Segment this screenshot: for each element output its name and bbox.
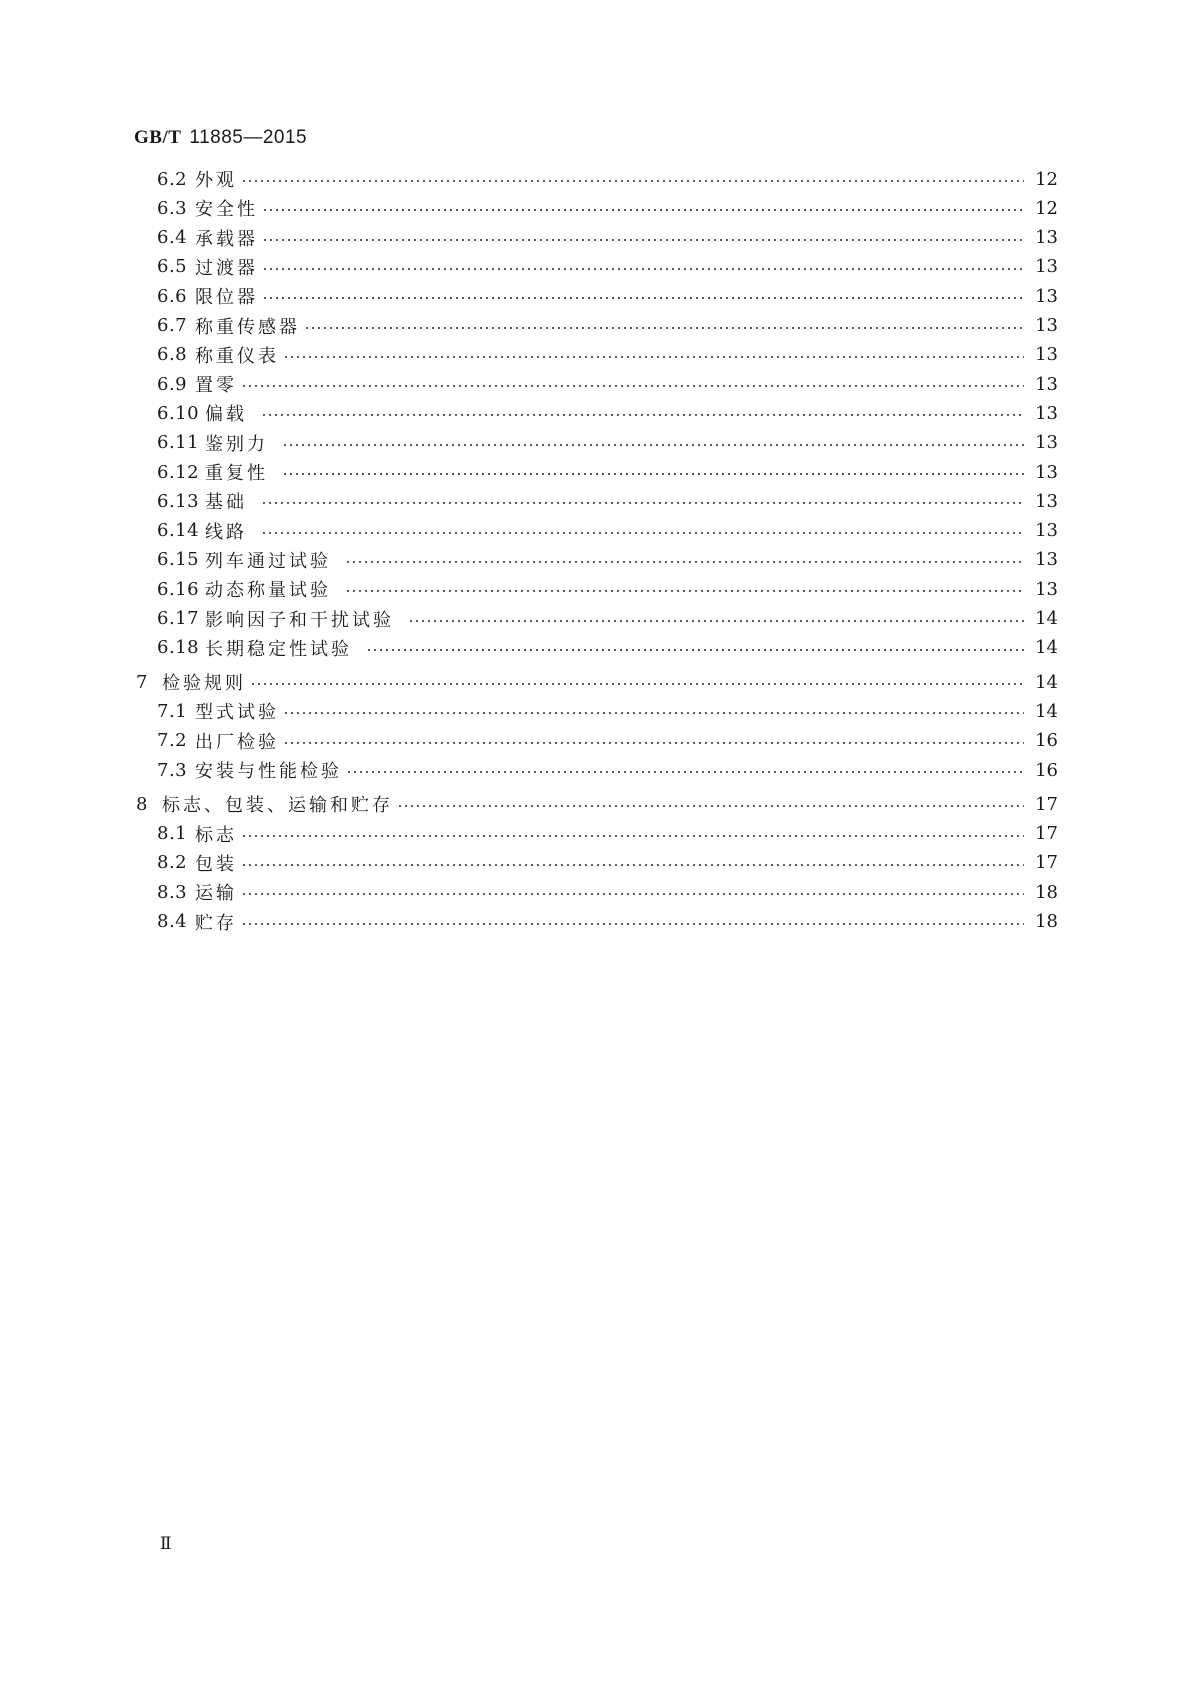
- toc-entry-number: 6.8: [157, 344, 188, 366]
- dot-leader: [346, 771, 1024, 773]
- toc-entry[interactable]: [157, 254, 1058, 280]
- toc-entry-page: 13: [1035, 256, 1058, 278]
- dot-leader: [261, 414, 1024, 416]
- dot-leader: [345, 561, 1024, 563]
- dot-leader: [241, 385, 1024, 387]
- toc-entry-page: 13: [1035, 432, 1058, 454]
- toc-entry-page: 18: [1035, 881, 1058, 903]
- dot-leader: [282, 444, 1024, 446]
- toc-entry-title: 贮存: [195, 912, 237, 934]
- toc-entry[interactable]: [157, 430, 1058, 456]
- toc-entry-page: 13: [1035, 373, 1058, 395]
- toc-entry-title: 称重仪表: [195, 345, 279, 367]
- toc-entry-page: 13: [1035, 549, 1058, 571]
- toc-entry-page: 16: [1035, 759, 1058, 781]
- toc-entry-title: 限位器: [195, 287, 258, 309]
- toc-entry-number: 6.4: [157, 227, 188, 249]
- dot-leader: [261, 532, 1024, 534]
- toc-entry-number: 7.1: [157, 700, 188, 722]
- standard-number: 11885—2015: [189, 127, 308, 148]
- toc-entry-number: 6.12: [157, 461, 200, 483]
- toc-entry-title: 出厂检验: [195, 731, 279, 753]
- toc-entry-page: 13: [1035, 578, 1058, 600]
- toc-entry-number: 7.3: [157, 759, 188, 781]
- toc-entry-number: 6.5: [157, 256, 188, 278]
- toc-entry-number: 6.13: [157, 490, 200, 512]
- toc-entry-page: 13: [1035, 227, 1058, 249]
- dot-leader: [282, 473, 1024, 475]
- toc-entry[interactable]: [157, 313, 1058, 339]
- dot-leader: [397, 805, 1024, 807]
- dot-leader: [262, 209, 1024, 211]
- toc-entry-title: 鉴别力: [205, 433, 268, 455]
- toc-entry-title: 列车通过试验: [205, 550, 331, 572]
- dot-leader: [241, 835, 1024, 837]
- toc-entry-title: 线路: [205, 521, 247, 543]
- toc-entry-title: 长期稳定性试验: [205, 638, 352, 660]
- toc-entry[interactable]: [157, 547, 1058, 573]
- toc-entry-title: 承载器: [195, 228, 258, 250]
- toc-entry[interactable]: [157, 757, 1058, 783]
- toc-entry-title: 外观: [195, 170, 237, 191]
- toc-entry-title: 过渡器: [195, 257, 258, 279]
- dot-leader: [241, 180, 1024, 182]
- toc-entry-number: 6.16: [157, 578, 200, 600]
- toc-entry[interactable]: [157, 728, 1058, 754]
- toc-entry-number: 8.1: [157, 823, 188, 845]
- toc-entry[interactable]: [136, 791, 1058, 817]
- toc-entry-title: 检验规则: [162, 673, 246, 695]
- toc-entry-page: 13: [1035, 315, 1058, 336]
- toc-entry-number: 6.18: [157, 637, 200, 659]
- toc-entry-title: 影响因子和干扰试验: [205, 609, 394, 631]
- toc-entry-title: 包装: [195, 853, 237, 875]
- dot-leader: [241, 893, 1024, 895]
- toc-entry-number: 6.2: [157, 168, 188, 190]
- dot-leader: [304, 327, 1024, 329]
- toc-entry-number: 7.2: [157, 730, 188, 752]
- toc-entry-page: 14: [1035, 608, 1058, 629]
- page-number: Ⅱ: [160, 1534, 172, 1554]
- toc-entry-title: 标志: [195, 824, 237, 846]
- toc-entry[interactable]: [157, 635, 1058, 661]
- dot-leader: [241, 864, 1024, 866]
- toc-entry-number: 6.3: [157, 197, 188, 219]
- dot-leader: [283, 712, 1024, 714]
- dot-leader: [262, 239, 1024, 241]
- dot-leader: [250, 683, 1024, 685]
- toc-entry-title: 偏载: [205, 404, 247, 426]
- toc-entry-number: 6.11: [157, 432, 200, 454]
- toc-entry[interactable]: [157, 459, 1058, 485]
- dot-leader: [283, 742, 1024, 744]
- toc-entry[interactable]: [157, 283, 1058, 309]
- toc-entry-number: 6.7: [157, 315, 188, 336]
- toc-entry[interactable]: [157, 166, 1058, 192]
- toc-entry[interactable]: [157, 371, 1058, 397]
- toc-entry-title: 动态称量试验: [205, 580, 331, 602]
- toc-entry-number: 8.4: [157, 911, 188, 932]
- toc-entry[interactable]: [157, 518, 1058, 544]
- toc-entry-page: 13: [1035, 490, 1058, 512]
- toc-entry-title: 基础: [205, 492, 247, 514]
- toc-entry[interactable]: [157, 821, 1058, 847]
- toc-entry-number: 6.6: [157, 285, 188, 307]
- dot-leader: [283, 356, 1024, 358]
- toc-entry[interactable]: [157, 400, 1058, 426]
- toc-entry-page: 13: [1035, 520, 1058, 542]
- toc-entry-number: 8: [136, 793, 148, 815]
- toc-entry-page: 13: [1035, 402, 1058, 424]
- toc-entry[interactable]: [157, 342, 1058, 368]
- toc-entry[interactable]: [157, 879, 1058, 905]
- toc-entry-page: 17: [1035, 823, 1058, 845]
- toc-entry[interactable]: [157, 698, 1058, 724]
- standard-code: GB/T: [134, 127, 182, 148]
- dot-leader: [262, 297, 1024, 299]
- toc-entry[interactable]: [157, 850, 1058, 876]
- dot-leader: [241, 923, 1024, 925]
- toc-entry-title: 标志、包装、运输和贮存: [162, 795, 393, 817]
- toc-entry[interactable]: [136, 669, 1058, 695]
- toc-entry-number: 6.10: [157, 402, 200, 424]
- toc-entry-number: 8.3: [157, 881, 188, 903]
- toc-entry-page: 17: [1035, 852, 1058, 874]
- toc-entry-title: 置零: [195, 375, 237, 397]
- toc-entry-page: 12: [1035, 197, 1058, 219]
- dot-leader: [345, 590, 1024, 592]
- toc-entry-page: 14: [1035, 700, 1058, 722]
- toc-entry-title: 安全性: [195, 199, 258, 221]
- toc-entry-number: 8.2: [157, 852, 188, 874]
- toc-entry-page: 14: [1035, 637, 1058, 659]
- toc-entry-page: 13: [1035, 344, 1058, 366]
- toc-entry-number: 7: [136, 671, 148, 693]
- toc-entry-number: 6.9: [157, 373, 188, 395]
- dot-leader: [366, 649, 1024, 651]
- toc-entry-page: 16: [1035, 730, 1058, 752]
- toc-entry-page: 14: [1035, 671, 1058, 693]
- toc-entry-title: 称重传感器: [195, 316, 300, 338]
- toc-entry-title: 运输: [195, 883, 237, 905]
- toc-entry-page: 12: [1035, 168, 1058, 190]
- toc-entry-page: 13: [1035, 285, 1058, 307]
- toc-entry-number: 6.15: [157, 549, 200, 571]
- toc-entry-page: 13: [1035, 461, 1058, 483]
- toc-entry[interactable]: [157, 909, 1058, 935]
- toc-entry-title: 安装与性能检验: [195, 761, 342, 782]
- toc-entry[interactable]: [157, 225, 1058, 251]
- toc-entry[interactable]: [157, 606, 1058, 632]
- dot-leader: [262, 268, 1024, 270]
- toc-entry-number: 6.17: [157, 608, 200, 629]
- toc-entry[interactable]: [157, 488, 1058, 514]
- toc-entry-page: 17: [1035, 793, 1058, 815]
- toc-entry[interactable]: [157, 195, 1058, 221]
- toc-entry-number: 6.14: [157, 520, 200, 542]
- toc-entry-page: 18: [1035, 911, 1058, 932]
- toc-entry[interactable]: [157, 576, 1058, 602]
- toc-entry-title: 重复性: [205, 463, 268, 484]
- dot-leader: [408, 620, 1024, 622]
- dot-leader: [261, 502, 1024, 504]
- toc-entry-title: 型式试验: [195, 702, 279, 724]
